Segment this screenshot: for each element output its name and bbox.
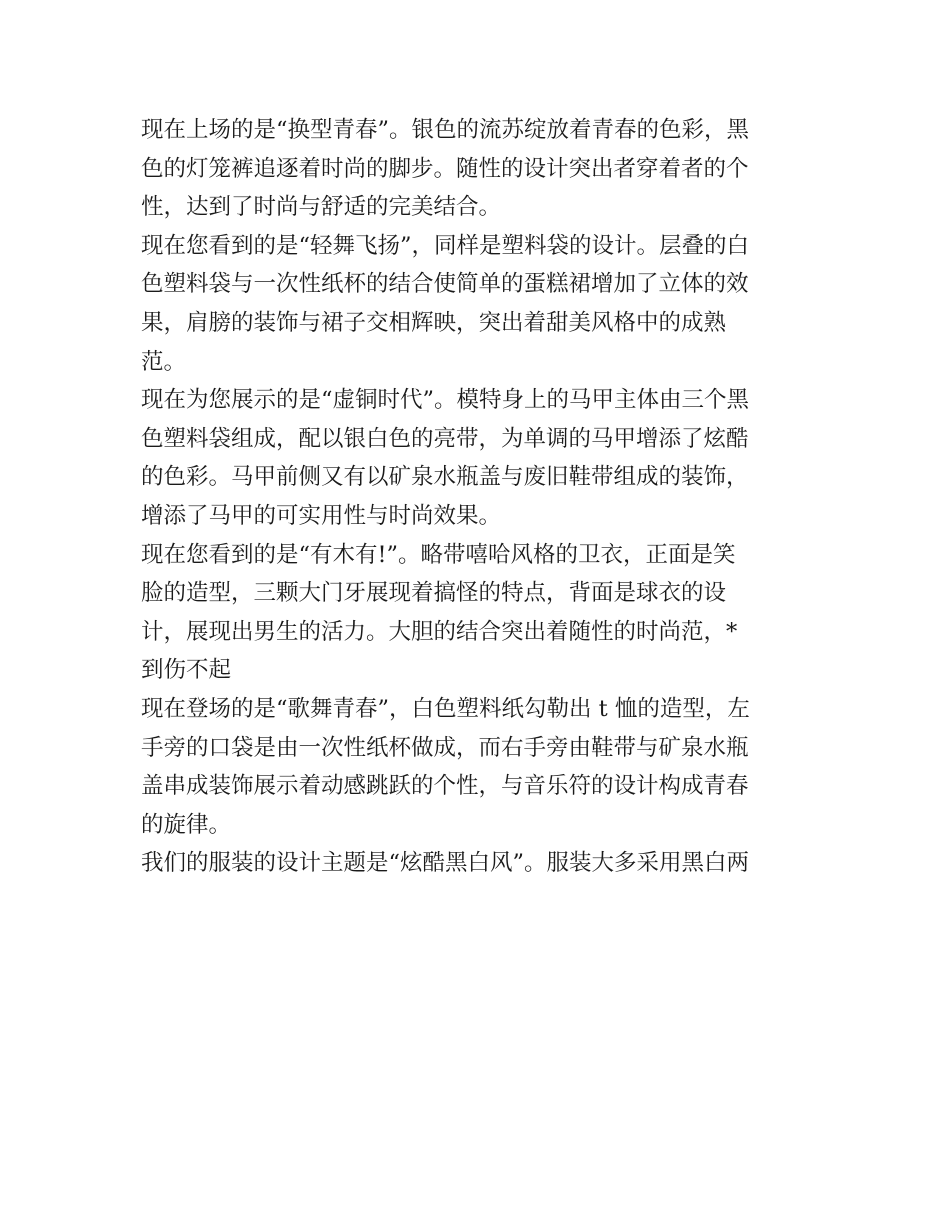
text-line: 脸的造型，三颗大门牙展现着搞怪的特点，背面是球衣的设 [141, 580, 727, 607]
text-line: 的色彩。马甲前侧又有以矿泉水瓶盖与废旧鞋带组成的装饰， [141, 464, 749, 491]
text-line: 范。 [141, 348, 187, 375]
text-line: 现在上场的是“换型青春”。银色的流苏绽放着青春的色彩，黑 [141, 117, 750, 143]
text-line: 到伤不起 [141, 657, 232, 684]
text-line: 现在您看到的是“轻舞飞扬”，同样是塑料袋的设计。层叠的白 [141, 232, 750, 259]
text-line: 的旋律。 [141, 811, 232, 838]
paragraph [141, 111, 813, 227]
paragraph [141, 536, 813, 690]
text-line: 性，达到了时尚与舒适的完美结合。 [141, 194, 502, 221]
paragraph [141, 227, 813, 381]
text-line: 果，肩膀的装饰与裙子交相辉映，突出着甜美风格中的成熟 [141, 309, 727, 336]
text-line: 色塑料袋组成，配以银白色的亮带，为单调的马甲增添了炫酷 [141, 425, 749, 452]
text-line: 现在您看到的是“有木有!”。略带嘻哈风格的卫衣，正面是笑 [141, 541, 736, 568]
paragraph [141, 381, 813, 535]
text-line: 增添了马甲的可实用性与时尚效果。 [141, 502, 502, 529]
paragraph [141, 844, 813, 883]
text-line: 色塑料袋与一次性纸杯的结合使简单的蛋糕裙增加了立体的效 [141, 271, 749, 298]
text-line: 计，展现出男生的活力。大胆的结合突出着随性的时尚范，* [141, 618, 738, 645]
text-line: 色的灯笼裤追逐着时尚的脚步。随性的设计突出者穿着者的个 [141, 155, 749, 182]
text-line: 现在登场的是“歌舞青春”，白色塑料纸勾勒出 t 恤的造型，左 [141, 695, 750, 722]
text-line: 手旁的口袋是由一次性纸杯做成，而右手旁由鞋带与矿泉水瓶 [141, 734, 749, 761]
document-body [141, 111, 813, 883]
text-line: 现在为您展示的是“虚铜时代”。模特身上的马甲主体由三个黑 [141, 387, 750, 414]
text-line: 我们的服装的设计主题是“炫酷黑白风”。服装大多采用黑白两 [141, 850, 750, 877]
text-line: 盖串成装饰展示着动感跳跃的个性，与音乐符的设计构成青春 [141, 773, 749, 800]
paragraph [141, 690, 813, 844]
